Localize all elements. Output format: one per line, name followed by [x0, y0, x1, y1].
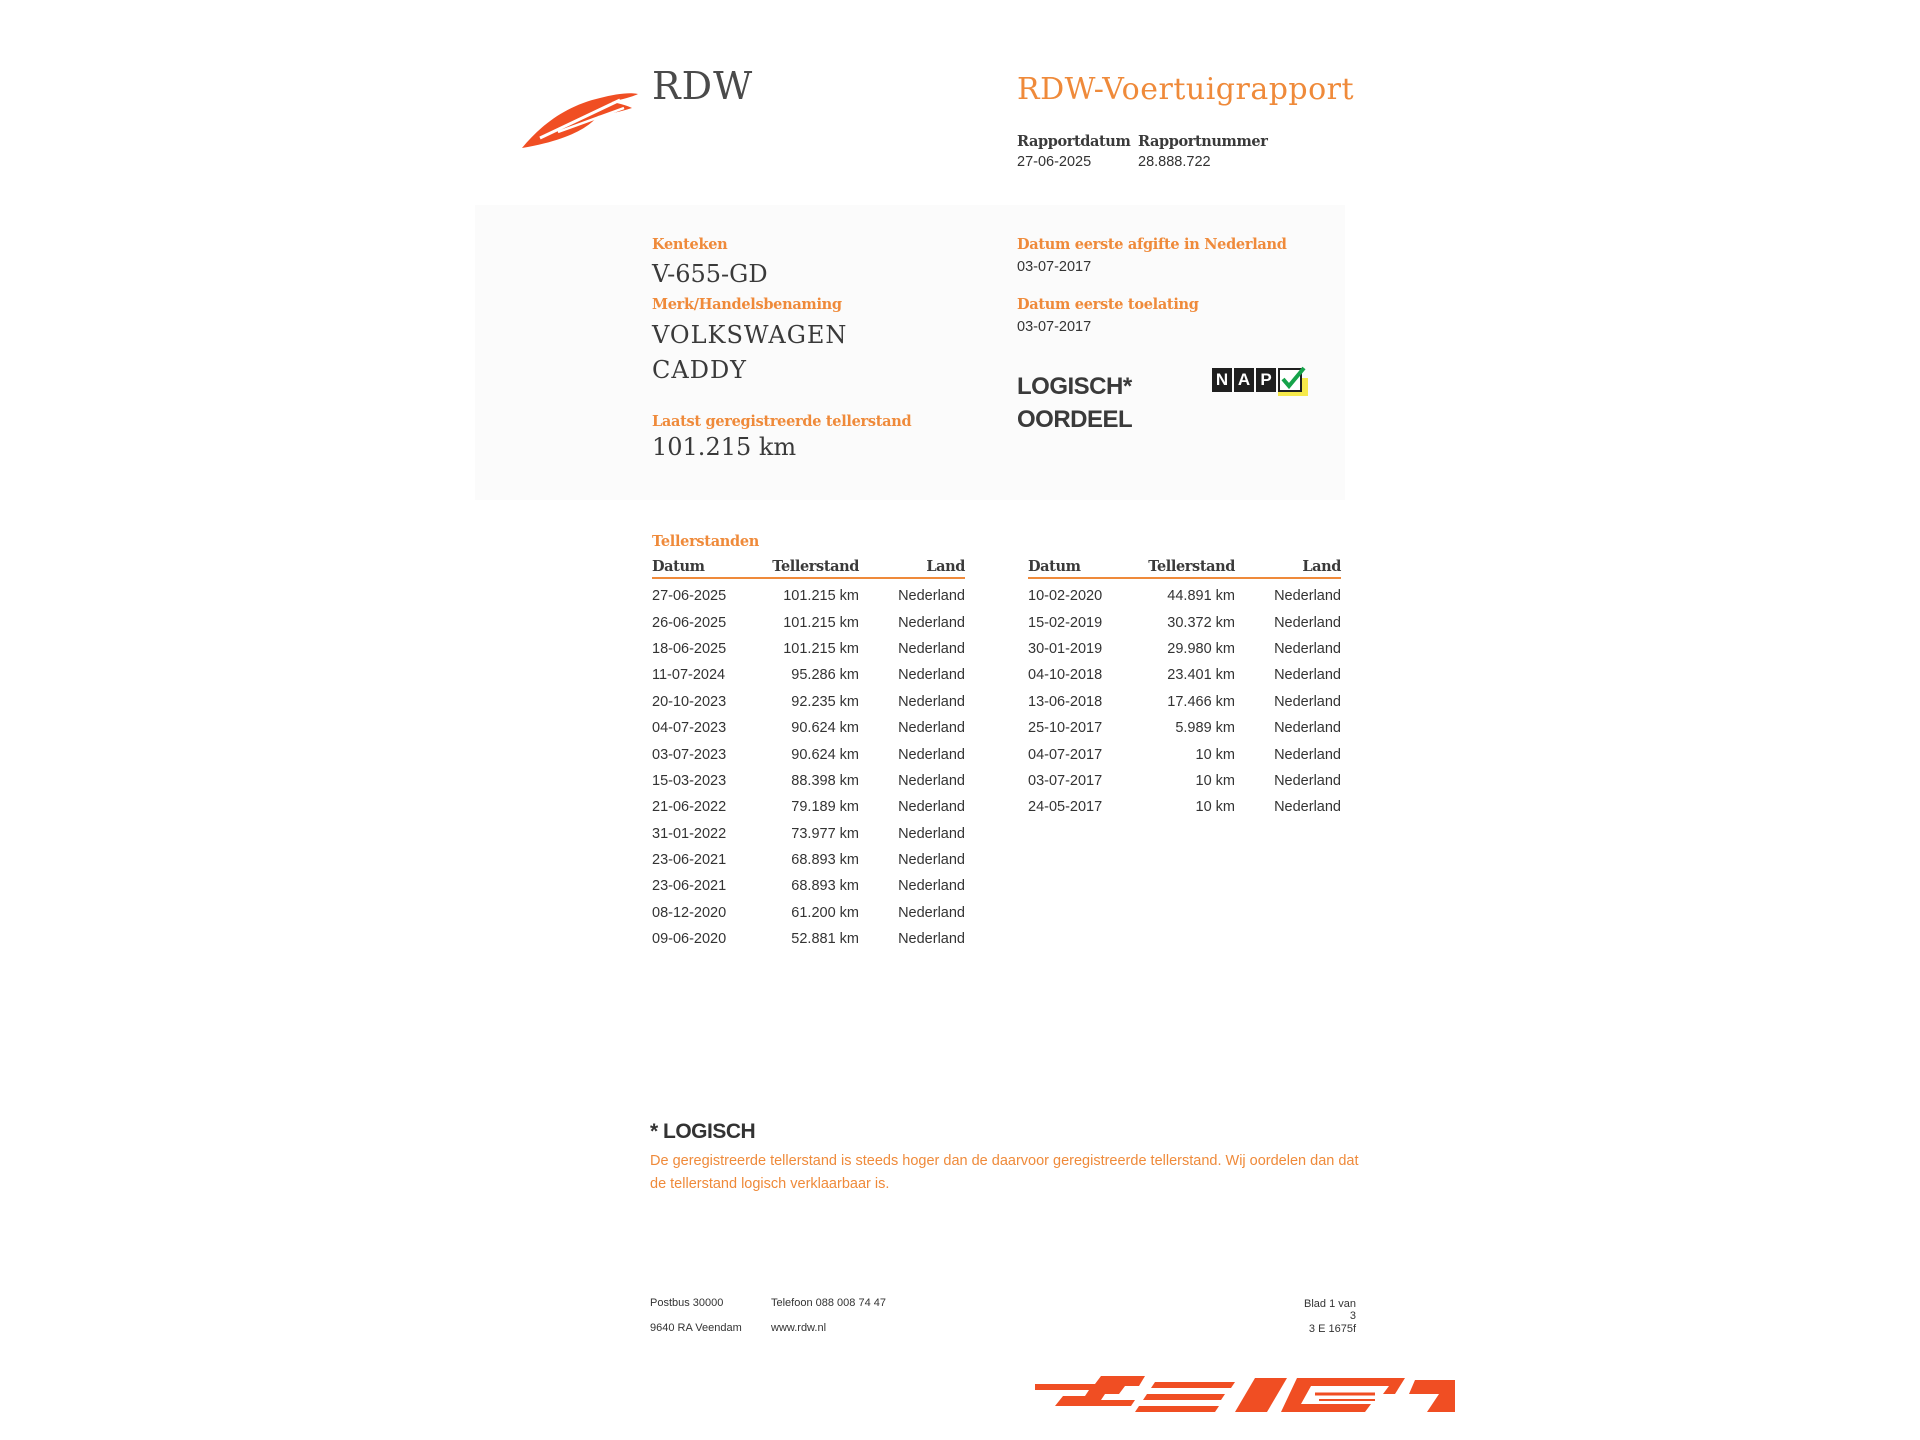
table-row	[1028, 768, 1341, 794]
row-tellerstand: 101.215 km	[783, 614, 859, 631]
row-datum: 04-07-2017	[1028, 746, 1103, 763]
row-datum: 04-10-2018	[1028, 667, 1103, 684]
row-tellerstand: 17.466 km	[1167, 693, 1235, 710]
table-row	[652, 662, 965, 688]
row-land: Nederland	[1274, 772, 1341, 789]
col-tellerstand: Tellerstand	[1138, 557, 1235, 578]
table-row	[652, 847, 965, 873]
row-land: Nederland	[898, 693, 965, 710]
merk-value: VOLKSWAGEN	[652, 321, 848, 349]
row-datum: 26-06-2025	[652, 614, 727, 631]
table-row	[652, 636, 965, 662]
row-land: Nederland	[1274, 693, 1341, 710]
footnote-title: * LOGISCH	[650, 1120, 756, 1143]
tellerstanden-table-right	[1028, 557, 1341, 821]
table-row	[652, 715, 965, 741]
tellerstanden-table-left	[652, 557, 965, 952]
row-tellerstand: 92.235 km	[791, 693, 859, 710]
table-row	[1028, 578, 1341, 609]
row-land: Nederland	[1274, 799, 1341, 816]
table-row	[652, 578, 965, 609]
row-datum: 04-07-2023	[652, 720, 727, 737]
row-land: Nederland	[898, 931, 965, 948]
row-tellerstand: 90.624 km	[791, 720, 859, 737]
col-land: Land	[1235, 557, 1341, 578]
row-land: Nederland	[1274, 640, 1341, 657]
row-land: Nederland	[898, 904, 965, 921]
row-tellerstand: 44.891 km	[1167, 588, 1235, 605]
row-datum: 15-02-2019	[1028, 614, 1103, 631]
row-land: Nederland	[898, 614, 965, 631]
row-land: Nederland	[898, 588, 965, 605]
table-row	[652, 926, 965, 952]
nap-letter: P	[1256, 368, 1276, 392]
row-land: Nederland	[898, 640, 965, 657]
row-tellerstand: 88.398 km	[791, 772, 859, 789]
judgement-line2: OORDEEL	[1017, 406, 1133, 433]
row-land: Nederland	[898, 746, 965, 763]
footer-page: Blad 1 van 3	[1304, 1298, 1356, 1322]
report-number: 28.888.722	[1138, 154, 1211, 170]
table-row	[1028, 715, 1341, 741]
row-land: Nederland	[898, 878, 965, 895]
row-land: Nederland	[1274, 667, 1341, 684]
row-tellerstand: 101.215 km	[783, 588, 859, 605]
row-tellerstand: 52.881 km	[791, 931, 859, 948]
nap-logo	[1212, 368, 1308, 398]
table-row	[652, 768, 965, 794]
table-row	[1028, 689, 1341, 715]
col-tellerstand: Tellerstand	[762, 557, 859, 578]
footer-telefoon: Telefoon 088 008 74 47	[771, 1297, 886, 1309]
logo-text: RDW	[652, 64, 754, 108]
table-row	[652, 900, 965, 926]
report-date-label: Rapportdatum	[1017, 133, 1131, 150]
row-tellerstand: 68.893 km	[791, 852, 859, 869]
table-row	[652, 794, 965, 820]
row-tellerstand: 30.372 km	[1167, 614, 1235, 631]
footnote-text: De geregistreerde tellerstand is steeds hoger dan de daarvoor geregistreerde tellerstand. Wij oordelen dan dat de tellerstand logisch verklaarbaar is.	[650, 1153, 1359, 1192]
row-tellerstand: 29.980 km	[1167, 640, 1235, 657]
row-datum: 20-10-2023	[652, 693, 727, 710]
col-datum: Datum	[1028, 557, 1138, 578]
row-datum: 31-01-2022	[652, 825, 727, 842]
merk-label: Merk/Handelsbenaming	[652, 296, 842, 313]
tellerstand-label: Laatst geregistreerde tellerstand	[652, 413, 912, 430]
row-tellerstand: 10 km	[1195, 772, 1235, 789]
report-number-label: Rapportnummer	[1138, 133, 1268, 150]
row-tellerstand: 23.401 km	[1167, 667, 1235, 684]
row-tellerstand: 95.286 km	[791, 667, 859, 684]
tellerstanden-title: Tellerstanden	[652, 533, 760, 550]
report-title: RDW-Voertuigrapport	[1017, 72, 1355, 107]
footer-postbus: Postbus 30000	[650, 1297, 724, 1309]
footer-address: 9640 RA Veendam	[650, 1322, 742, 1334]
row-tellerstand: 5.989 km	[1175, 720, 1235, 737]
table-row	[1028, 741, 1341, 767]
kenteken-label: Kenteken	[652, 236, 728, 253]
afgifte-label: Datum eerste afgifte in Nederland	[1017, 236, 1287, 253]
row-tellerstand: 79.189 km	[791, 799, 859, 816]
row-land: Nederland	[1274, 720, 1341, 737]
tellerstand-value: 101.215 km	[652, 433, 797, 461]
row-land: Nederland	[898, 825, 965, 842]
table-row	[652, 609, 965, 635]
row-datum: 08-12-2020	[652, 904, 727, 921]
table-row	[652, 821, 965, 847]
footer-website[interactable]: www.rdw.nl	[771, 1322, 827, 1334]
row-datum: 09-06-2020	[652, 931, 727, 948]
afgifte-value: 03-07-2017	[1017, 259, 1092, 275]
row-tellerstand: 101.215 km	[783, 640, 859, 657]
table-row	[652, 873, 965, 899]
row-datum: 25-10-2017	[1028, 720, 1103, 737]
row-tellerstand: 68.893 km	[791, 878, 859, 895]
row-land: Nederland	[1274, 588, 1341, 605]
row-land: Nederland	[898, 667, 965, 684]
row-land: Nederland	[1274, 746, 1341, 763]
row-tellerstand: 10 km	[1195, 746, 1235, 763]
row-datum: 03-07-2017	[1028, 772, 1103, 789]
rdw-logo-icon	[520, 86, 640, 152]
row-datum: 30-01-2019	[1028, 640, 1103, 657]
row-land: Nederland	[898, 720, 965, 737]
row-datum: 21-06-2022	[652, 799, 727, 816]
row-datum: 23-06-2021	[652, 852, 727, 869]
table-row	[1028, 794, 1341, 820]
row-tellerstand: 61.200 km	[791, 904, 859, 921]
handelsbenaming-value: CADDY	[652, 356, 748, 384]
row-datum: 11-07-2024	[652, 667, 726, 684]
row-datum: 13-06-2018	[1028, 693, 1103, 710]
table-row	[652, 741, 965, 767]
row-land: Nederland	[898, 852, 965, 869]
row-datum: 23-06-2021	[652, 878, 727, 895]
row-tellerstand: 73.977 km	[791, 825, 859, 842]
row-datum: 15-03-2023	[652, 772, 727, 789]
table-row	[1028, 609, 1341, 635]
row-datum: 27-06-2025	[652, 588, 727, 605]
row-land: Nederland	[898, 799, 965, 816]
row-tellerstand: 90.624 km	[791, 746, 859, 763]
row-tellerstand: 10 km	[1195, 799, 1235, 816]
nap-letter: A	[1234, 368, 1254, 392]
checkmark-icon	[1278, 366, 1308, 398]
judgement-line1: LOGISCH*	[1017, 373, 1132, 400]
report-date: 27-06-2025	[1017, 154, 1092, 170]
toelating-value: 03-07-2017	[1017, 319, 1092, 335]
footer-code: 3 E 1675f	[1308, 1323, 1356, 1335]
col-land: Land	[859, 557, 965, 578]
row-datum: 24-05-2017	[1028, 799, 1103, 816]
table-row	[652, 689, 965, 715]
table-row	[1028, 636, 1341, 662]
row-land: Nederland	[1274, 614, 1341, 631]
row-land: Nederland	[898, 772, 965, 789]
row-datum: 18-06-2025	[652, 640, 727, 657]
table-row	[1028, 662, 1341, 688]
row-datum: 03-07-2023	[652, 746, 727, 763]
kenteken-value: V-655-GD	[652, 260, 768, 288]
row-datum: 10-02-2020	[1028, 588, 1103, 605]
nap-letter: N	[1212, 368, 1232, 392]
col-datum: Datum	[652, 557, 762, 578]
footer-stripes-graphic	[1035, 1372, 1455, 1418]
toelating-label: Datum eerste toelating	[1017, 296, 1199, 313]
